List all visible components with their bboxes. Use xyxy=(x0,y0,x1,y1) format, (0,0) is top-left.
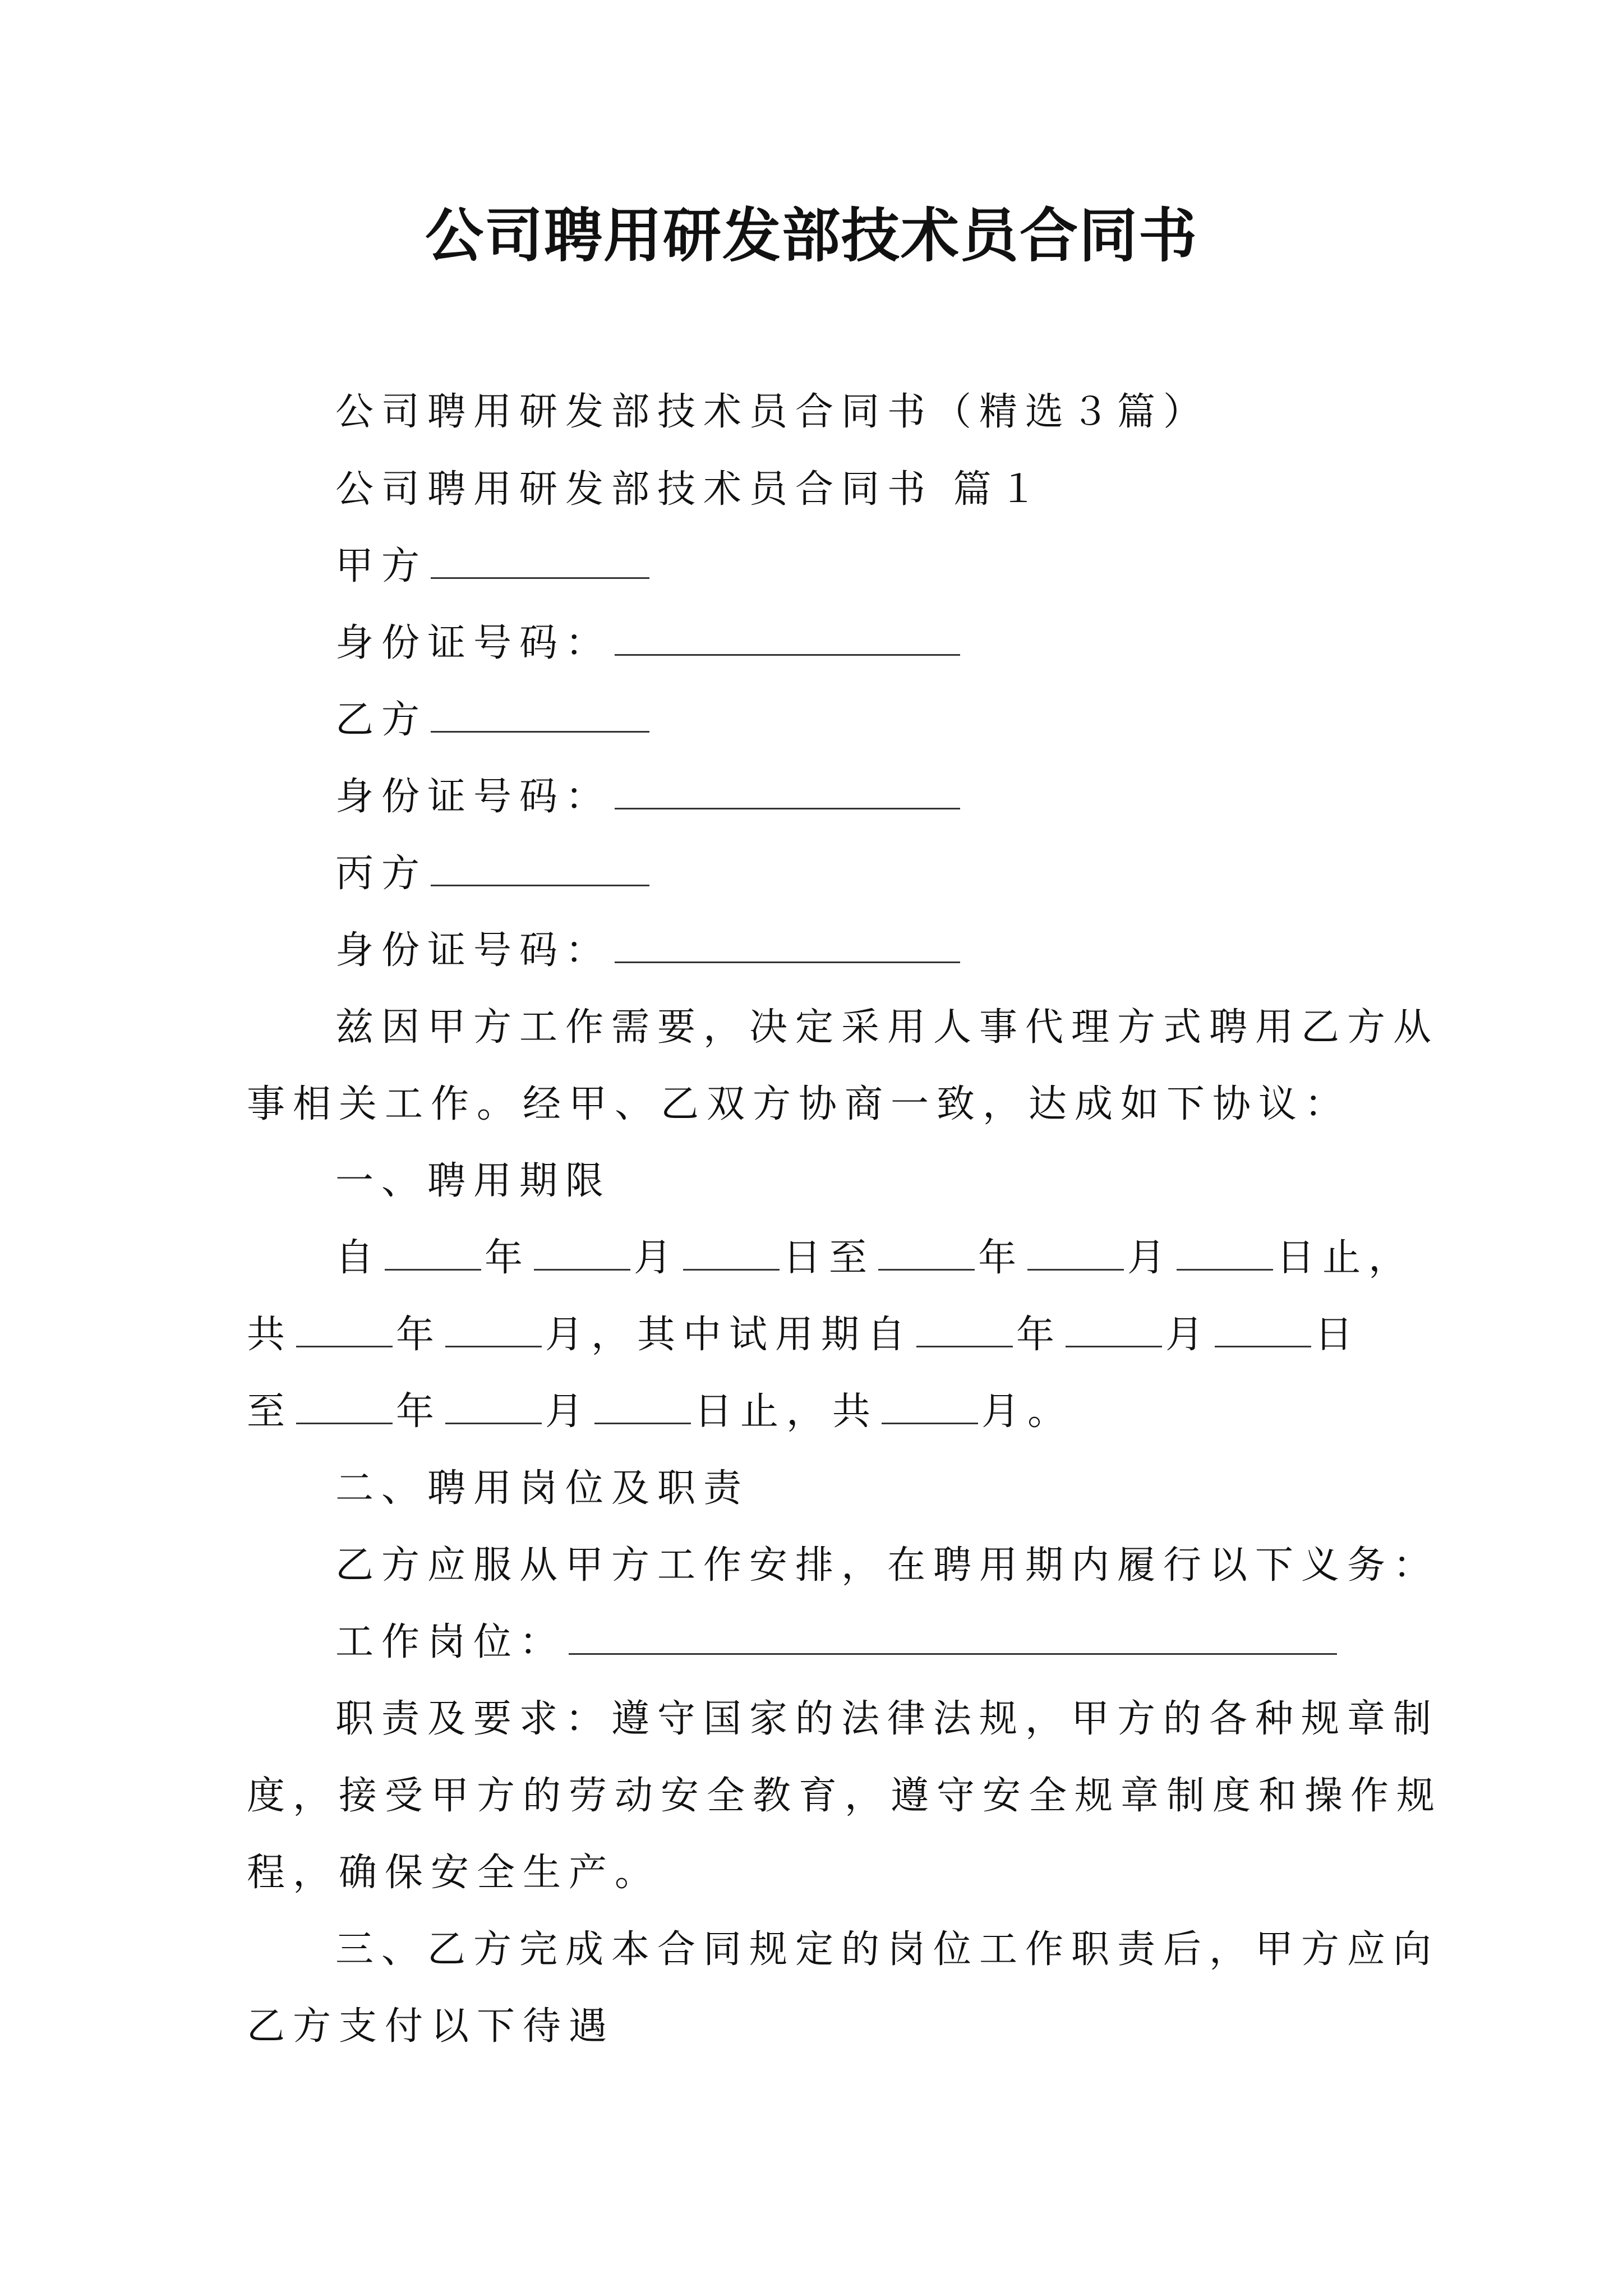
duty-line-2: 度，接受甲方的劳动安全教育，遵守安全规章制度和操作规 xyxy=(247,1774,1443,1818)
blank xyxy=(1066,1309,1162,1347)
term-total-label: 共 xyxy=(247,1313,293,1357)
position-label: 工作岗位： xyxy=(335,1620,566,1664)
duty-line-1: 职责及要求：遵守国家的法律法规，甲方的各种规章制 xyxy=(335,1697,1440,1741)
term-day-end-total: 日止，共 xyxy=(694,1389,879,1434)
intro-line-1: 兹因甲方工作需要，决定采用人事代理方式聘用乙方从 xyxy=(335,1005,1440,1050)
party-c-row xyxy=(335,846,653,902)
unit-year: 年 xyxy=(396,1389,442,1434)
blank xyxy=(878,1232,975,1271)
blank xyxy=(1177,1232,1273,1271)
blank xyxy=(683,1232,780,1271)
blank xyxy=(385,1232,481,1271)
party-a-id-blank xyxy=(615,617,960,656)
blank xyxy=(445,1309,542,1347)
term-day-to: 日至 xyxy=(783,1236,875,1280)
duty-intro: 乙方应服从甲方工作安排，在聘用期内履行以下义务： xyxy=(335,1543,1440,1588)
position-row xyxy=(335,1614,1340,1671)
party-b-id-blank xyxy=(615,771,960,809)
unit-month: 月 xyxy=(1127,1236,1174,1280)
section-1-heading: 一、聘用期限 xyxy=(335,1159,612,1203)
party-c-id-label: 身份证号码： xyxy=(335,928,612,973)
section-3-line-1: 三、乙方完成本合同规定的岗位工作职责后，甲方应向 xyxy=(335,1927,1440,1972)
blank xyxy=(296,1309,393,1347)
blank xyxy=(916,1309,1013,1347)
term-to-label: 至 xyxy=(247,1389,293,1434)
party-c-label: 丙方 xyxy=(335,852,428,896)
blank xyxy=(1027,1232,1124,1271)
party-b-blank xyxy=(431,694,649,733)
party-b-row xyxy=(335,692,653,748)
unit-month: 月 xyxy=(634,1236,680,1280)
blank xyxy=(1215,1309,1311,1347)
party-b-id-label: 身份证号码： xyxy=(335,775,612,819)
party-c-blank xyxy=(431,848,649,886)
blank xyxy=(594,1386,691,1424)
part-heading: 公司聘用研发部技术员合同书 篇１ xyxy=(335,467,1045,512)
blank xyxy=(534,1232,630,1271)
party-a-blank xyxy=(431,540,649,579)
term-line-3 xyxy=(247,1384,1073,1440)
document-subtitle: 公司聘用研发部技术员合同书（精选３篇） xyxy=(335,390,1210,434)
intro-line-2: 事相关工作。经甲、乙双方协商一致，达成如下协议： xyxy=(247,1082,1351,1126)
party-a-id-label: 身份证号码： xyxy=(335,621,612,665)
term-from-label: 自 xyxy=(335,1236,382,1280)
blank xyxy=(445,1386,542,1424)
blank xyxy=(296,1386,393,1424)
unit-year: 年 xyxy=(978,1236,1025,1280)
party-a-row xyxy=(335,539,653,595)
unit-year: 年 xyxy=(1016,1313,1063,1357)
term-month-end: 月。 xyxy=(981,1389,1074,1434)
term-day-end: 日止， xyxy=(1276,1236,1415,1280)
unit-month: 月 xyxy=(545,1389,592,1434)
term-line-2 xyxy=(247,1307,1361,1363)
party-c-id-blank xyxy=(615,924,960,963)
party-c-id-row xyxy=(335,923,963,979)
party-b-id-row xyxy=(335,769,963,825)
document-title: 公司聘用研发部技术员合同书 xyxy=(425,201,1198,270)
blank xyxy=(882,1386,978,1424)
duty-line-3: 程，确保安全生产。 xyxy=(247,1851,661,1895)
unit-year: 年 xyxy=(396,1313,442,1357)
party-a-id-row xyxy=(335,615,963,671)
position-blank xyxy=(569,1616,1337,1655)
section-2-heading: 二、聘用岗位及职责 xyxy=(335,1466,750,1511)
unit-year: 年 xyxy=(485,1236,531,1280)
unit-month: 月 xyxy=(1165,1313,1212,1357)
party-a-label: 甲方 xyxy=(335,544,428,588)
party-b-label: 乙方 xyxy=(335,698,428,742)
term-line-1 xyxy=(335,1230,1414,1286)
term-month-trial: 月，其中试用期自 xyxy=(545,1313,914,1357)
section-3-line-2: 乙方支付以下待遇 xyxy=(247,2004,615,2049)
unit-day: 日 xyxy=(1315,1313,1361,1357)
